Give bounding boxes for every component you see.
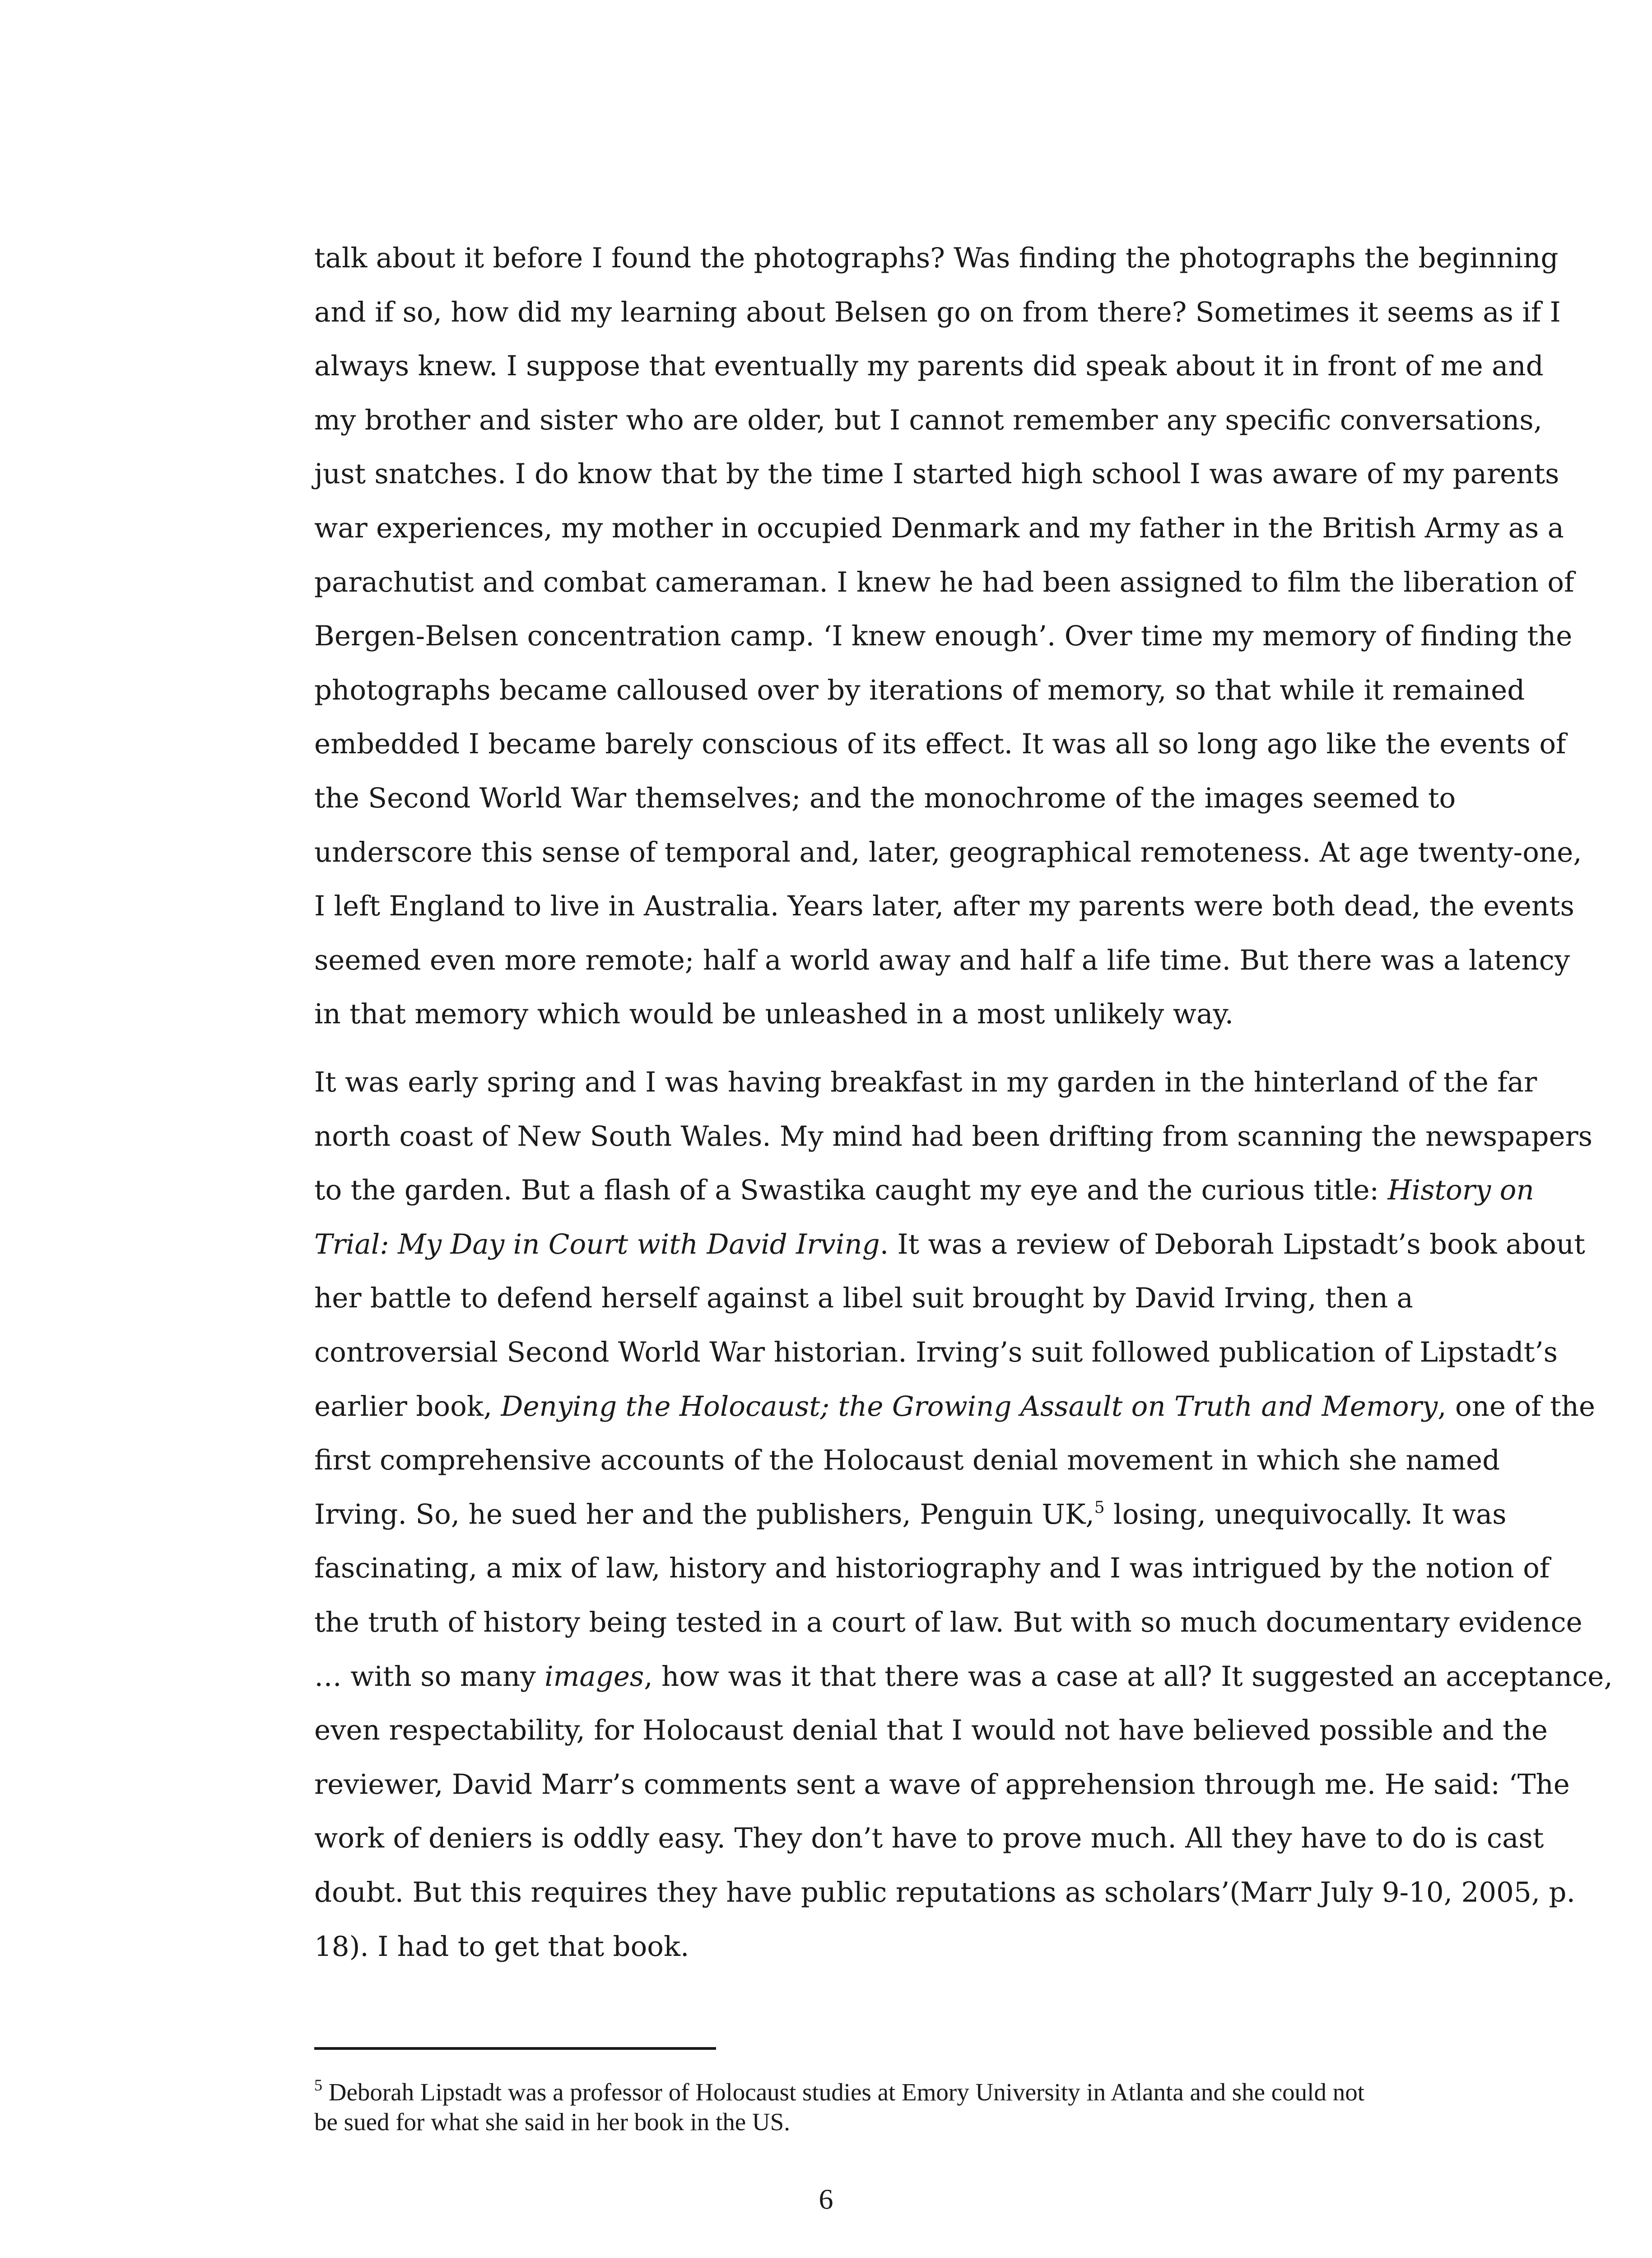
footnote-5 — [314, 2077, 1506, 2137]
text-line — [314, 285, 1561, 340]
footnote-marker: 5 — [314, 2076, 322, 2094]
text-run: 18). I had to get that book. — [314, 1930, 689, 1963]
footnote-reference: 5 — [1094, 1498, 1105, 1517]
text-line — [314, 609, 1573, 663]
text-run: Irving. So, he sued her and the publishers, Penguin UK, — [314, 1498, 1094, 1530]
text-line — [314, 717, 1566, 771]
text-line — [314, 1811, 1544, 1866]
text-line — [314, 1541, 1550, 1596]
text-line — [314, 1703, 1548, 1758]
text-run: underscore this sense of temporal and, later, geographical remoteness. At age twenty-one, — [314, 836, 1582, 868]
text-run: controversial Second World War historian. Irving’s suit followed publication of Lipstadt’s — [314, 1336, 1558, 1368]
text-line — [314, 231, 1559, 285]
text-run: embedded I became barely conscious of its effect. It was all so long ago like the events of — [314, 728, 1566, 760]
text-line — [314, 1325, 1558, 1380]
paragraph-2 — [314, 1055, 1613, 1973]
text-run: . It was a review of Deborah Lipstadt’s book about — [880, 1228, 1585, 1260]
footnote-text: Deborah Lipstadt was a professor of Holocaust studies at Emory University in Atlanta and she could not — [322, 2078, 1364, 2106]
text-line — [314, 339, 1544, 393]
text-run: work of deniers is oddly easy. They don’t have to prove much. All they have to do is cast — [314, 1822, 1544, 1855]
text-line — [314, 1650, 1613, 1704]
text-line — [314, 1433, 1506, 1488]
text-line — [314, 1163, 1534, 1218]
text-line — [314, 663, 1525, 718]
text-run: north coast of New South Wales. My mind had been drifting from scanning the newspapers — [314, 1120, 1593, 1152]
text-run: my brother and sister who are older, but I cannot remember any specific conversations, — [314, 404, 1543, 436]
footnote-separator — [314, 2047, 716, 2050]
italic-text: Trial: My Day in Court with David Irving — [314, 1228, 880, 1260]
text-run: the truth of history being tested in a court of law. But with so much documentary evidence — [314, 1606, 1582, 1638]
text-run: earlier book, — [314, 1390, 501, 1423]
text-line — [314, 501, 1564, 555]
text-line — [314, 1596, 1582, 1650]
text-run: in that memory which would be unleashed in a most unlikely way. — [314, 998, 1234, 1031]
text-line — [314, 1920, 1506, 1974]
text-run: fascinating, a mix of law, history and historiography and I was intrigued by the notion of — [314, 1552, 1550, 1585]
text-line — [314, 826, 1582, 880]
text-run: Bergen-Belsen concentration camp. ‘I knew enough’. Over time my memory of finding the — [314, 620, 1573, 653]
text-run: It was early spring and I was having breakfast in my garden in the hinterland of the far — [314, 1066, 1537, 1098]
page-number: 6 — [819, 2183, 833, 2215]
paragraph-1 — [314, 231, 1582, 1041]
footnote-line-1 — [314, 2077, 1506, 2107]
text-line — [314, 771, 1506, 826]
text-run: photographs became calloused over by iterations of memory, so that while it remained — [314, 674, 1525, 706]
text-line — [314, 987, 1506, 1041]
text-run: , one of the — [1438, 1390, 1596, 1423]
text-run: even respectability, for Holocaust denial that I would not have believed possible and the — [314, 1714, 1548, 1747]
text-line — [314, 1758, 1570, 1812]
text-run: seemed even more remote; half a world away and half a life time. But there was a latency — [314, 944, 1570, 976]
text-run: … with so many — [314, 1660, 545, 1693]
text-run: parachutist and combat cameraman. I knew he had been assigned to film the liberation of — [314, 566, 1574, 598]
text-run: and if so, how did my learning about Belsen go on from there? Sometimes it seems as if I — [314, 296, 1561, 328]
text-line — [314, 1218, 1585, 1272]
text-line — [314, 1380, 1596, 1434]
text-run: I left England to live in Australia. Years later, after my parents were both dead, the events — [314, 890, 1574, 923]
text-run: always knew. I suppose that eventually my parents did speak about it in front of me and — [314, 350, 1544, 383]
text-run: just snatches. I do know that by the time I started high school I was aware of my parents — [314, 458, 1559, 490]
text-line — [314, 933, 1570, 988]
text-run: her battle to defend herself against a libel suit brought by David Irving, then a — [314, 1282, 1413, 1315]
text-line — [314, 555, 1574, 610]
text-run: war experiences, my mother in occupied Denmark and my father in the British Army as a — [314, 512, 1564, 544]
text-line — [314, 393, 1543, 448]
italic-text: History on — [1387, 1174, 1534, 1207]
text-line — [314, 1488, 1506, 1542]
text-run: to the garden. But a flash of a Swastika caught my eye and the curious title: — [314, 1174, 1388, 1207]
text-run: reviewer, David Marr’s comments sent a wave of apprehension through me. He said: ‘The — [314, 1768, 1570, 1801]
italic-text: images — [544, 1660, 644, 1693]
text-line — [314, 1110, 1593, 1164]
footnote-line-2: be sued for what she said in her book in the US. — [314, 2108, 790, 2136]
text-run: losing, unequivocally. It was — [1104, 1498, 1507, 1530]
text-run: talk about it before I found the photographs? Was finding the photographs the beginning — [314, 242, 1559, 274]
text-line — [314, 879, 1574, 933]
text-line — [314, 1866, 1575, 1920]
text-run: first comprehensive accounts of the Holocaust denial movement in which she named — [314, 1444, 1500, 1477]
text-run: , how was it that there was a case at all? It suggested an acceptance, — [644, 1660, 1613, 1693]
text-line — [314, 1271, 1506, 1325]
italic-text: Denying the Holocaust; the Growing Assault on Truth and Memory — [501, 1390, 1438, 1423]
text-run: the Second World War themselves; and the monochrome of the images seemed to — [314, 782, 1456, 814]
text-line — [314, 447, 1559, 501]
text-run: doubt. But this requires they have public reputations as scholars’(Marr July 9-10, 2005, p. — [314, 1876, 1575, 1908]
text-line — [314, 1055, 1537, 1110]
